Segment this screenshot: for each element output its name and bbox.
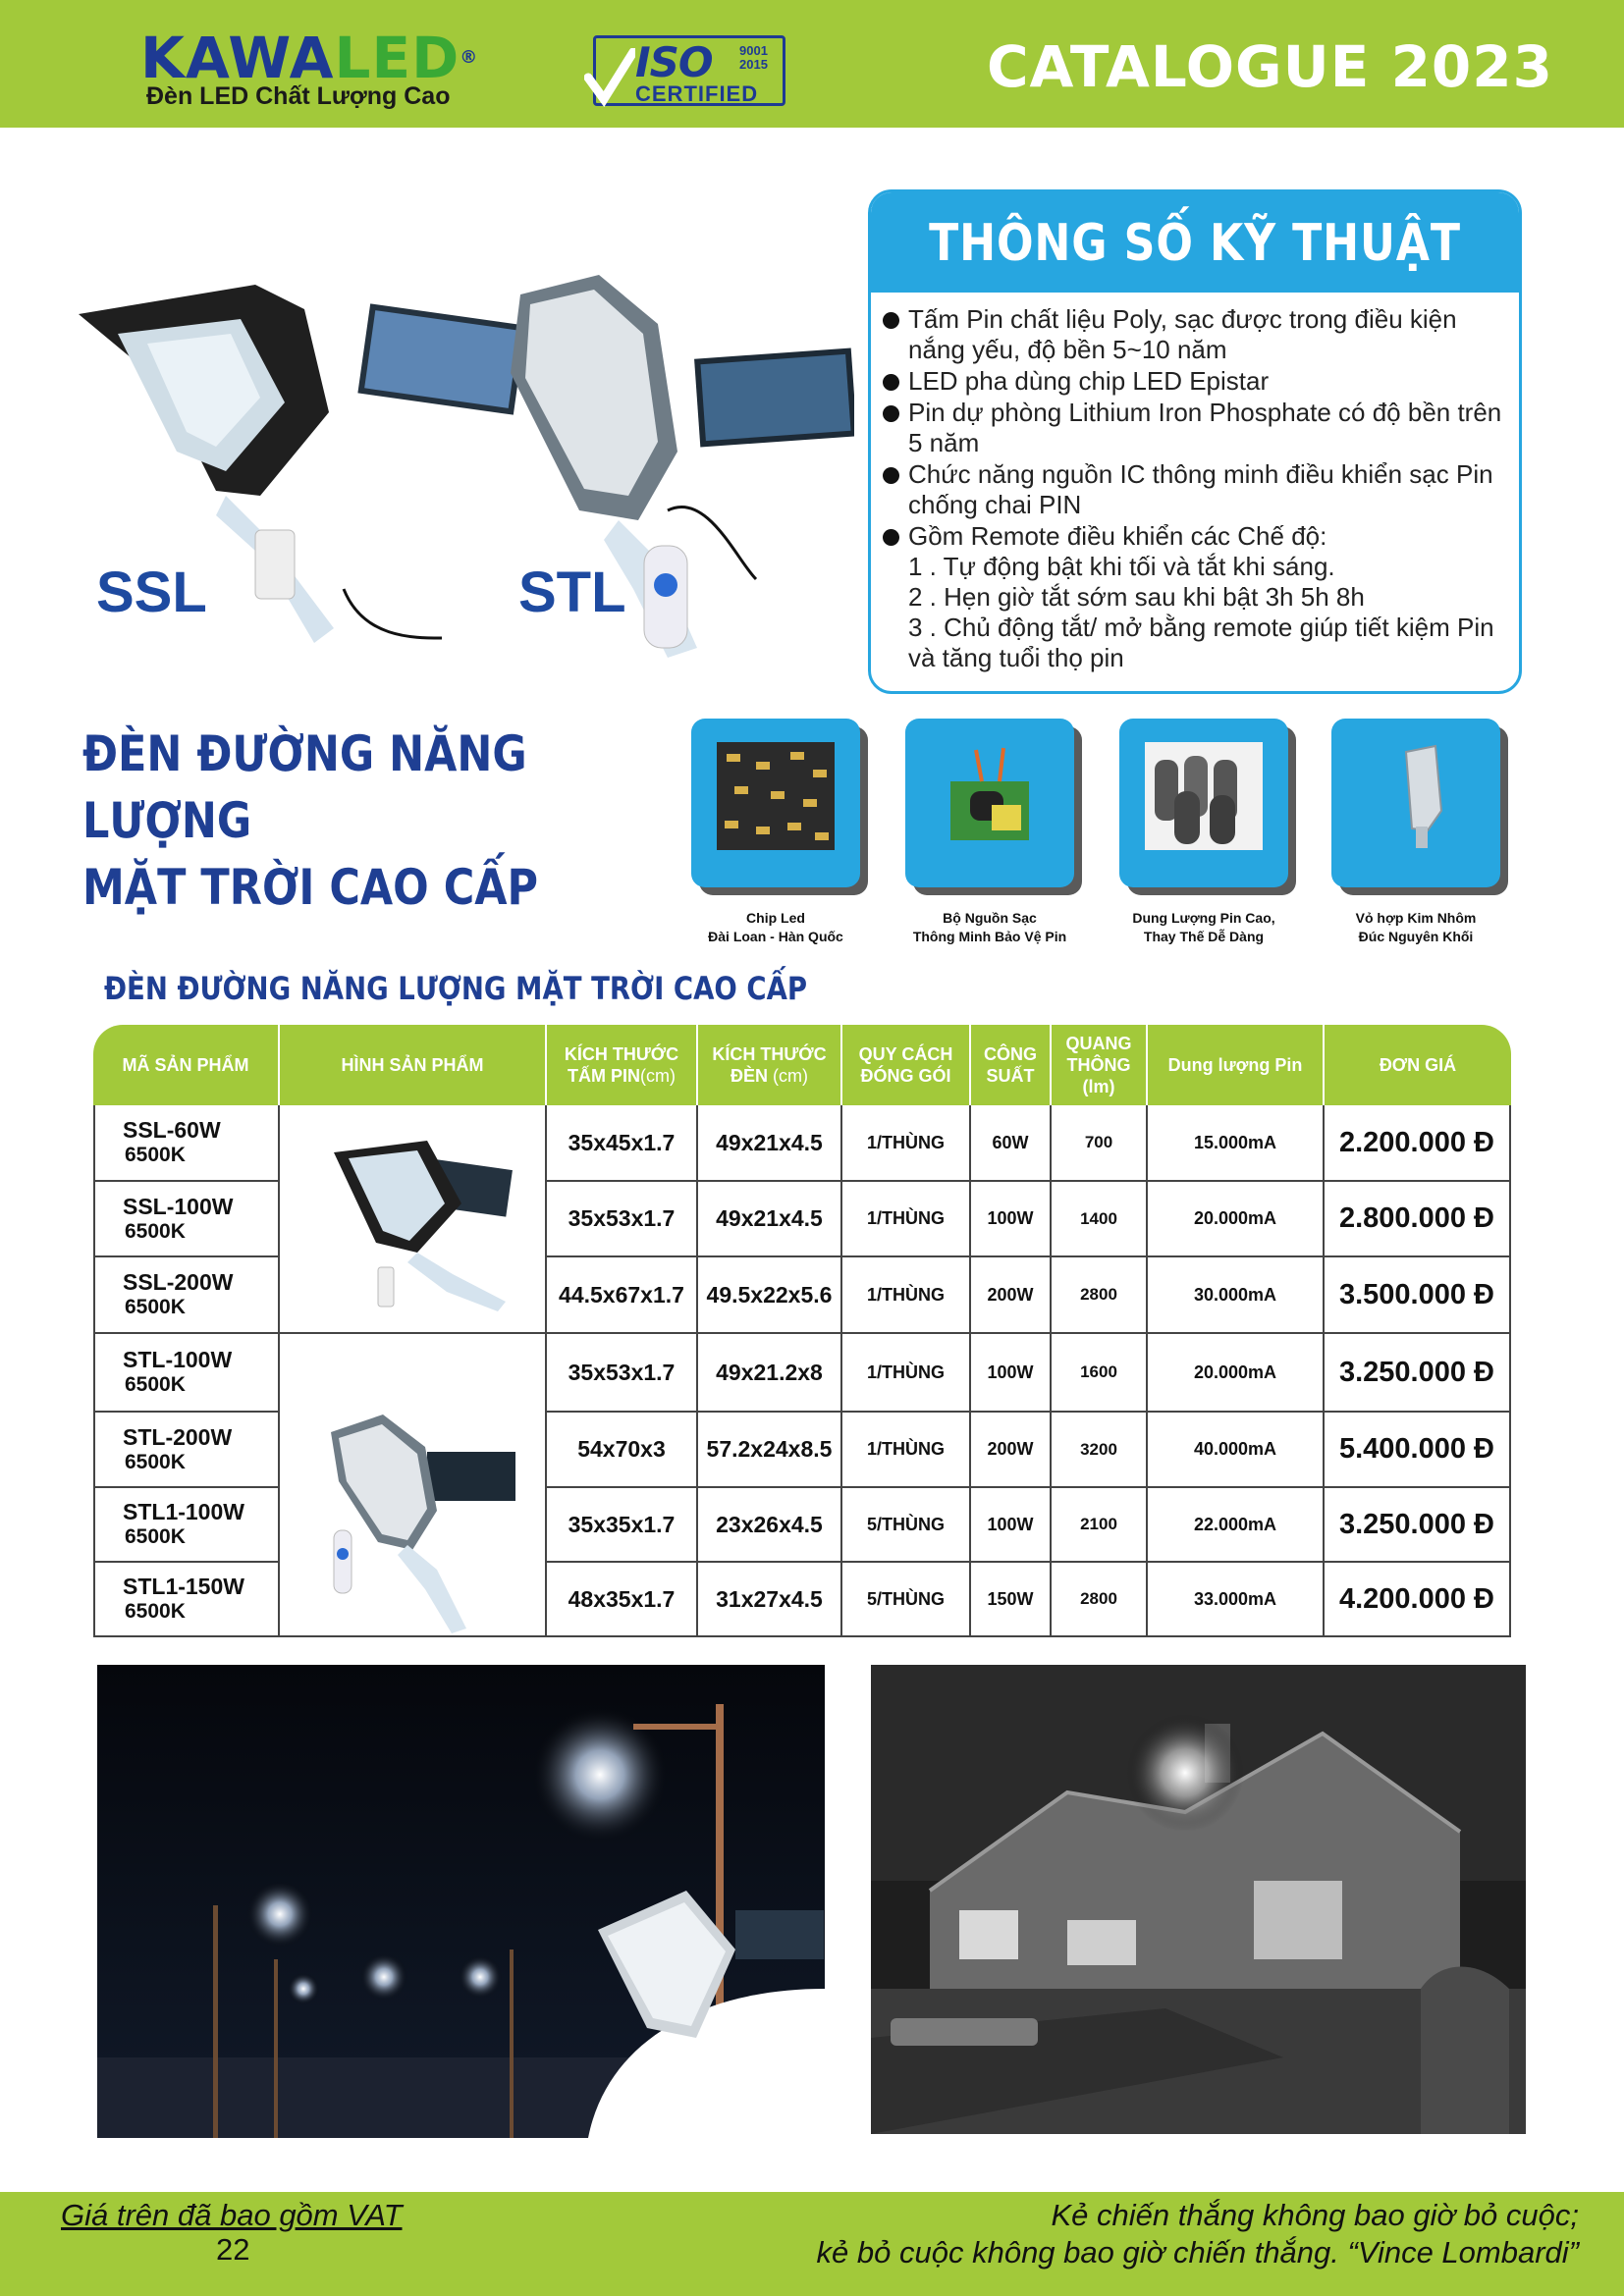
panel-cell: 44.5x67x1.7 bbox=[547, 1257, 698, 1334]
header-battery: Dung lượng Pin bbox=[1148, 1025, 1325, 1105]
bullet-icon bbox=[883, 467, 899, 484]
feature-chip-led bbox=[691, 719, 860, 946]
stl-lamp-thumbnail bbox=[280, 1334, 547, 1637]
panel-cell: 35x53x1.7 bbox=[547, 1182, 698, 1257]
spec-item: Pin dự phòng Lithium Iron Phosphate có độ bền trên 5 năm bbox=[881, 398, 1519, 458]
brand-logo bbox=[140, 25, 484, 112]
mode-item: 2 . Hẹn giờ tắt sớm sau khi bật 3h 5h 8h bbox=[908, 582, 1365, 612]
battery-cell: 20.000mA bbox=[1148, 1182, 1325, 1257]
street-lights-night-image bbox=[97, 1665, 825, 2138]
header-lumen: QUANG THÔNG (lm) bbox=[1052, 1025, 1148, 1105]
lamp-cell: 49x21.2x8 bbox=[698, 1334, 842, 1413]
iso-badge bbox=[593, 35, 785, 106]
lumen-cell: 2800 bbox=[1052, 1563, 1148, 1637]
product-code-cell: STL-100W 6500K bbox=[93, 1334, 280, 1413]
product-code-cell: SSL-100W 6500K bbox=[93, 1182, 280, 1257]
panel-cell: 35x45x1.7 bbox=[547, 1105, 698, 1182]
battery-cell: 33.000mA bbox=[1148, 1563, 1325, 1637]
product-code-cell: SSL-60W 6500K bbox=[93, 1105, 280, 1182]
panel-cell: 35x53x1.7 bbox=[547, 1334, 698, 1413]
table-title: ĐÈN ĐƯỜNG NĂNG LƯỢNG MẶT TRỜI CAO CẤP bbox=[104, 970, 808, 1007]
power-cell: 60W bbox=[971, 1105, 1052, 1182]
model-label-ssl: SSL bbox=[96, 561, 207, 624]
spec-title: THÔNG SỐ KỸ THUẬT bbox=[929, 214, 1461, 273]
brand-tagline: Đèn LED Chất Lượng Cao bbox=[146, 82, 451, 110]
spec-item: Gồm Remote điều khiển các Chế độ: 1 . Tự động bật khi tối và tắt khi sáng. 2 . Hẹn giờ tắt sớm sau khi bật 3h 5h 8h 3 . Chủ động tắt/ mở bằng remote giúp tiết kiệm Pin và tăng tuổi thọ pin bbox=[881, 521, 1519, 673]
product-code-cell: STL1-100W 6500K bbox=[93, 1488, 280, 1563]
lumen-cell: 1600 bbox=[1052, 1334, 1148, 1413]
lamp-cell: 49x21x4.5 bbox=[698, 1182, 842, 1257]
spec-title-bar bbox=[871, 192, 1519, 293]
spec-box bbox=[868, 189, 1522, 694]
bullet-icon bbox=[883, 312, 899, 329]
iso-label: ISO bbox=[635, 38, 713, 86]
feature-smart-charger bbox=[905, 719, 1074, 946]
table-header-row bbox=[93, 1025, 1511, 1105]
feature-aluminium-case bbox=[1331, 719, 1500, 946]
lamp-housing-icon bbox=[1357, 742, 1475, 850]
pack-cell: 1/THÙNG bbox=[842, 1257, 971, 1334]
power-cell: 200W bbox=[971, 1257, 1052, 1334]
feature-battery bbox=[1119, 719, 1288, 946]
ssl-lamp-thumbnail bbox=[280, 1105, 547, 1334]
power-cell: 200W bbox=[971, 1413, 1052, 1488]
pack-cell: 1/THÙNG bbox=[842, 1182, 971, 1257]
battery-cell: 15.000mA bbox=[1148, 1105, 1325, 1182]
price-cell: 2.800.000 Đ bbox=[1325, 1182, 1511, 1257]
product-image-stl bbox=[280, 1334, 547, 1637]
street-night-photo bbox=[97, 1665, 825, 2138]
price-cell: 2.200.000 Đ bbox=[1325, 1105, 1511, 1182]
lamp-cell: 57.2x24x8.5 bbox=[698, 1413, 842, 1488]
feature-caption: Chip Led Đài Loan - Hàn Quốc bbox=[708, 910, 843, 944]
brand-wordmark: KAWALED® bbox=[140, 25, 479, 91]
header-panel-size: KÍCH THƯỚC TẤM PIN(cm) bbox=[547, 1025, 698, 1105]
product-code-cell: SSL-200W 6500K bbox=[93, 1257, 280, 1334]
lumen-cell: 2800 bbox=[1052, 1257, 1148, 1334]
house-solar-light-image bbox=[871, 1665, 1526, 2134]
checkmark-icon bbox=[584, 48, 635, 107]
pack-cell: 5/THÙNG bbox=[842, 1488, 971, 1563]
header-packing: QUY CÁCH ĐÓNG GÓI bbox=[842, 1025, 971, 1105]
product-image-ssl bbox=[280, 1105, 547, 1334]
header-power: CÔNG SUẤT bbox=[971, 1025, 1052, 1105]
price-cell: 3.250.000 Đ bbox=[1325, 1334, 1511, 1413]
lumen-cell: 700 bbox=[1052, 1105, 1148, 1182]
panel-cell: 48x35x1.7 bbox=[547, 1563, 698, 1637]
catalogue-title: CATALOGUE 2023 bbox=[986, 33, 1553, 100]
battery-cells-icon bbox=[1145, 742, 1263, 850]
led-chip-icon bbox=[717, 742, 835, 850]
vat-note: Giá trên đã bao gồm VAT bbox=[61, 2198, 403, 2232]
bullet-icon bbox=[883, 374, 899, 391]
lumen-cell: 3200 bbox=[1052, 1413, 1148, 1488]
spec-item: LED pha dùng chip LED Epistar bbox=[881, 366, 1519, 397]
header-lamp-size: KÍCH THƯỚC ĐÈN (cm) bbox=[698, 1025, 842, 1105]
model-label-stl: STL bbox=[518, 561, 626, 624]
power-cell: 100W bbox=[971, 1488, 1052, 1563]
pack-cell: 1/THÙNG bbox=[842, 1105, 971, 1182]
spec-item: Chức năng nguồn IC thông minh điều khiển sạc Pin chống chai PIN bbox=[881, 459, 1519, 520]
product-code-cell: STL1-150W 6500K bbox=[93, 1563, 280, 1637]
iso-certified-label: CERTIFIED bbox=[635, 81, 759, 106]
product-code-cell: STL-200W 6500K bbox=[93, 1413, 280, 1488]
mode-item: 3 . Chủ động tắt/ mở bằng remote giúp tiết kiệm Pin và tăng tuổi thọ pin bbox=[908, 613, 1494, 672]
lamp-cell: 49x21x4.5 bbox=[698, 1105, 842, 1182]
lamp-cell: 23x26x4.5 bbox=[698, 1488, 842, 1563]
charger-board-icon bbox=[931, 742, 1049, 850]
panel-cell: 54x70x3 bbox=[547, 1413, 698, 1488]
lamp-cell: 49.5x22x5.6 bbox=[698, 1257, 842, 1334]
feature-caption: Vỏ hợp Kim Nhôm Đúc Nguyên Khối bbox=[1355, 910, 1477, 944]
price-table bbox=[93, 1025, 1511, 1637]
header-price: ĐƠN GIÁ bbox=[1379, 1055, 1457, 1075]
spec-list bbox=[881, 304, 1519, 674]
price-cell: 4.200.000 Đ bbox=[1325, 1563, 1511, 1637]
price-cell: 3.500.000 Đ bbox=[1325, 1257, 1511, 1334]
spec-item: Tấm Pin chất liệu Poly, sạc được trong điều kiện nắng yếu, độ bền 5~10 năm bbox=[881, 304, 1519, 365]
page-number: 22 bbox=[216, 2232, 250, 2267]
mode-item: 1 . Tự động bật khi tối và tắt khi sáng. bbox=[908, 552, 1335, 581]
battery-cell: 40.000mA bbox=[1148, 1413, 1325, 1488]
power-cell: 100W bbox=[971, 1334, 1052, 1413]
pack-cell: 1/THÙNG bbox=[842, 1334, 971, 1413]
section-headline: ĐÈN ĐƯỜNG NĂNG LƯỢNG MẶT TRỜI CAO CẤP bbox=[82, 725, 539, 916]
price-cell: 5.400.000 Đ bbox=[1325, 1413, 1511, 1488]
header-code: MÃ SẢN PHẨM bbox=[93, 1025, 280, 1105]
bullet-icon bbox=[883, 405, 899, 422]
feature-caption: Bộ Nguồn Sạc Thông Minh Bảo Vệ Pin bbox=[912, 910, 1067, 944]
power-cell: 150W bbox=[971, 1563, 1052, 1637]
lamp-cell: 31x27x4.5 bbox=[698, 1563, 842, 1637]
panel-cell: 35x35x1.7 bbox=[547, 1488, 698, 1563]
battery-cell: 30.000mA bbox=[1148, 1257, 1325, 1334]
price-cell: 3.250.000 Đ bbox=[1325, 1488, 1511, 1563]
pack-cell: 1/THÙNG bbox=[842, 1413, 971, 1488]
table-body bbox=[93, 1105, 1511, 1637]
footer-quote: Kẻ chiến thắng không bao giờ bỏ cuộc; kẻ bỏ cuộc không bao giờ chiến thắng. “Vince Lombardi” bbox=[816, 2198, 1579, 2269]
feature-caption: Dung Lượng Pin Cao, Thay Thế Dễ Dàng bbox=[1132, 910, 1275, 944]
battery-cell: 20.000mA bbox=[1148, 1334, 1325, 1413]
pack-cell: 5/THÙNG bbox=[842, 1563, 971, 1637]
power-cell: 100W bbox=[971, 1182, 1052, 1257]
lumen-cell: 1400 bbox=[1052, 1182, 1148, 1257]
battery-cell: 22.000mA bbox=[1148, 1488, 1325, 1563]
iso-years: 9001 2015 bbox=[739, 43, 768, 72]
header-bar bbox=[0, 0, 1624, 128]
house-night-photo bbox=[871, 1665, 1526, 2134]
lumen-cell: 2100 bbox=[1052, 1488, 1148, 1563]
bullet-icon bbox=[883, 529, 899, 546]
header-image: HÌNH SẢN PHẨM bbox=[280, 1025, 547, 1105]
